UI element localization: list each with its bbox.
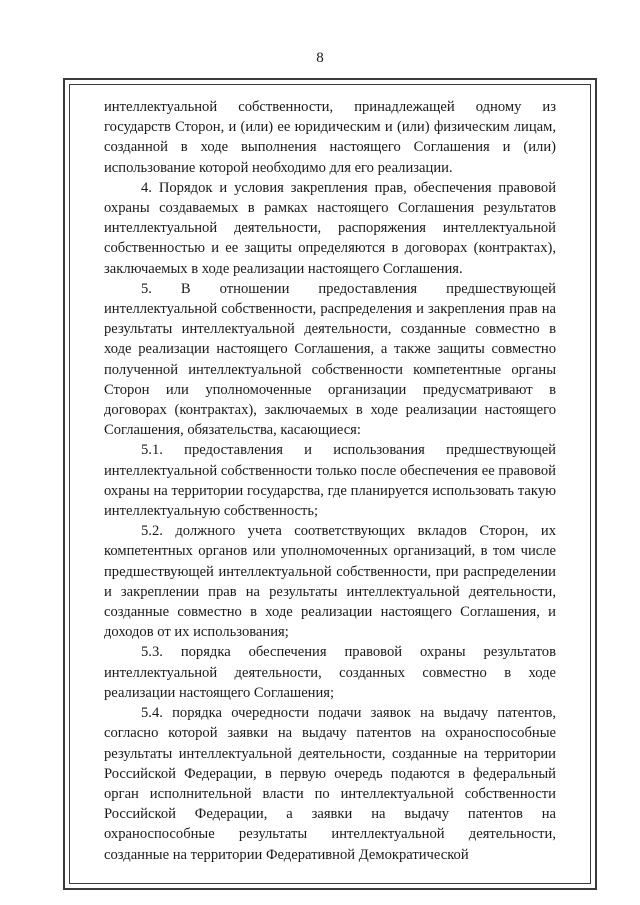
page-number: 8 [316,50,324,66]
paragraph-clause-5: 5. В отношении предоставления предшествующей интеллектуальной собственности, распределения и закрепления прав на результаты интеллектуальной деятельности, созданные совместно в ходе реализации настоящего Соглашения, а также защиты совместно полученной интеллектуальной собственности компетентные органы Сторон или уполномоченные организации предусматривают в договорах (контрактах), заключаемых в ходе реализации настоящего Соглашения, обязательства, касающиеся: [104,280,556,439]
paragraph-clause-5-2: 5.2. должного учета соответствующих вкладов Сторон, их компетентных органов или уполномоченных организаций, в том числе предшествующей интеллектуальной собственности, при распределении и закреплении прав на результаты интеллектуальной деятельности, созданные совместно в ходе реализации настоящего Соглашения, и доходов от их использования; [104,523,556,641]
paragraph-continuation: интеллектуальной собственности, принадлежащей одному из государств Сторон, и (или) ее юридическим и (или) физическим лицам, созданной в ходе выполнения настоящего Соглашения и (или) использование которой необходимо для его реализации. [104,99,556,176]
paragraph-clause-5-4: 5.4. порядка очередности подачи заявок на выдачу патентов, согласно которой заявки на выдачу патентов на охраноспособные результаты интеллектуальной деятельности, созданные на территории Российской Федерации, в первую очередь подаются в федеральный орган исполнительной власти по интеллектуальной собственности Российской Федерации, а заявки на выдачу патентов на охраноспособные результаты интеллектуальной деятельности, созданные на территории Федеративной Демократической [104,705,556,863]
document-body [104,97,556,865]
paragraph-clause-4: 4. Порядок и условия закрепления прав, обеспечения правовой охраны создаваемых в рамках настоящего Соглашения результатов интеллектуальной деятельности, распоряжения интеллектуальной собственностью и ее защиты определяются в договорах (контрактах), заключаемых в ходе реализации настоящего Соглашения. [104,179,556,277]
paragraph-clause-5-3: 5.3. порядка обеспечения правовой охраны результатов интеллектуальной деятельности, созданных совместно в ходе реализации настоящего Соглашения; [104,644,556,701]
paragraph-clause-5-1: 5.1. предоставления и использования предшествующей интеллектуальной собственности только после обеспечения ее правовой охраны на территории государства, где планируется использовать такую интеллектуальную собственность; [104,442,556,520]
